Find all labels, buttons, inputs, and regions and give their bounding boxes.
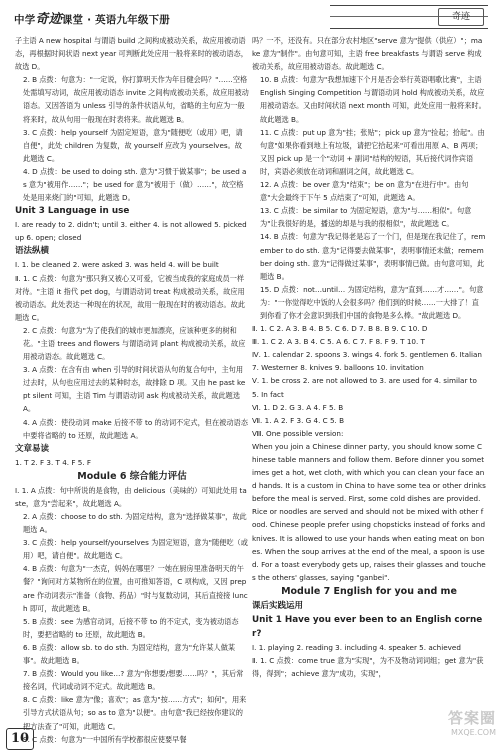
header-decoration: [330, 5, 488, 29]
answer-line: Ⅶ. 1. A 2. F 3. G 4. C 5. B: [252, 415, 345, 425]
answer-line: 8. C 点拨：like 意为"像；喜欢"；as 意为"按……方式"；如何"，用来引导方式状语从句；so as to 意为"以便"。由句意"我已经按你建议的把方法查了"可知，此题选 C。: [23, 695, 247, 731]
answer-line: 15. D 点拨：not…until… 为固定结构，意为"直到……才……"。句意为："一你觉得吃中饭的人会很多吗？他们到的时候……一大排了！直到你看了你才会意识到我们中国的食物是多么棒。"故此题选 D。: [260, 284, 484, 320]
left-column: [15, 34, 249, 746]
header-logo: 奇迹: [438, 8, 484, 26]
answer-line: 4. B 点拨：句意为"一杰克，妈妈在哪里？一她在厨房里准备明天的午餐？"询问对方某物所在的位置，由可推知答语，C 项构成，又因 prepare 作动词表示"准备（食物、药品）"时与复数动词，其后直接接 lunch 即可，故此题选 B。: [23, 564, 248, 613]
answer-line: 11. C 点拨：put up 意为"挂；张贴"；pick up 意为"捡起；拾起"。由句意"如果你看到地上有垃圾，请把它拾起来"可看出用原 A、B 两项；又因 pick up 是一个"动词 + 副词"结构的短语，其后接代词作宾语时，宾语必须放在动词和副词之间，故此题选 C。: [260, 127, 485, 176]
answer-line: Unit 3 Language in use: [15, 206, 130, 217]
page-number: 10: [6, 728, 34, 750]
answer-line: 文章易读: [15, 443, 50, 454]
answer-line: 3. A 点拨：在含有由 when 引导的时间状语从句的复合句中，主句用过去时，从句也应用过去的某种时态，故排除 D 项。又由 he past kept silent 可知，主语 Tim 与谓语动词 ask 构成被动关系，故此题选 A。: [23, 365, 246, 414]
answer-line: Ⅳ. 1. calendar 2. spoons 3. wings 4. fork 5. gentlemen 6. Italian 7. Westerner 8. knives 9. balloons 10. invitation: [252, 350, 482, 373]
answer-line: 10. B 点拨：句意为"我想加速下个月是否会举行英语唱歌比赛"，主语 English Singing Competition 与谓语动词 hold 构成被动关系，故应用被动语态。又由时间状语 next month 可知，此处应用一般将来时。故此题选 B。: [260, 75, 486, 124]
answer-line: Ⅰ. 1. A 点拨：句中所说的是食物，由 delicious（美味的）可知此处用 taste，意为"尝起来"，故此题选 A。: [15, 485, 247, 508]
header-prefix: 中学: [14, 14, 36, 26]
answer-line: Ⅰ. 1. playing 2. reading 3. including 4. speaker 5. achieved: [252, 642, 461, 652]
answer-line: Ⅷ. One possible version:: [252, 428, 344, 438]
answer-line: 7. B 点拨：Would you like…? 意为"你想要/想要……吗？"，其后常接名词，代词或动词不定式。故此题选 B。: [23, 669, 244, 692]
right-column: [252, 34, 486, 680]
answer-line: Module 7 English for you and me: [281, 585, 457, 597]
answer-line: 14. B 点拨：句意为"我记得老是忘了一个门，但是现在我记住了，remember to do sth. 意为"记得要去做某事"，表明事情还未做；remember doing sth. 意为"记得做过某事"，表明事情已做。由句意可知，此题选 B。: [260, 232, 486, 281]
answer-line: 3. C 点拨：help yourself 为固定短语，意为"随便吃（或用）吧，请自便"，此处 children 为复数，故 yourself 应改为 yourselves。故此题选 C。: [23, 127, 243, 163]
answer-line: 9. C 点拨：句意为"一中国所有学校都很应使要早餐: [23, 734, 187, 744]
answer-line: Ⅱ. 1. C 点拨：句意为"那只狗又被心又可爱，它被当成我的家庭成员一样对待。"主语 it 指代 pet dog，与谓语动词 treat 构成被动关系，故应用被动语态。此处表达一种现在的状况，故用一般现在时的被动语态。故此题选 C。: [15, 273, 246, 322]
answer-line: 子主语 A new hospital 与谓语 build 之间构成被动关系，故应用被动语态，再根据时间状语 next year 可判断此处应用一般将来时的被动语态，故选 D。: [15, 36, 248, 72]
answer-line: 6. B 点拨：allow sb. to do sth. 为固定结构，意为"允许某人做某事"。故此题选 B。: [23, 642, 236, 666]
answer-line: Ⅱ. 1. C 2. A 3. B 4. B 5. C 6. D 7. B 8. B 9. C 10. D: [252, 324, 428, 334]
answer-line: 3. C 点拨：help yourself/yourselves 为固定短语，意为"随便吃（或用）吧，请自便"。故此题选 C。: [23, 538, 248, 561]
answer-line: 语法纵横: [15, 246, 50, 257]
header-brand: 奇迹: [35, 12, 62, 27]
watermark-url: MXQE.COM: [450, 728, 496, 737]
answer-line: Ⅰ. 1. be cleaned 2. were asked 3. was held 4. will be built: [15, 260, 219, 270]
answer-line: Unit 1 Have you ever been to an English corner?: [252, 614, 483, 639]
header-title: [14, 8, 170, 27]
answer-line: Ⅰ. are ready to 2. didn't; until 3. either 4. is not allowed 5. picked up 6. open; closed: [15, 220, 247, 243]
answer-line: 吗？一不，还没有。只在部分农村地区"serve 意为"提供（供应）"；make 意为"制作"。由句意可知，主语 free breakfasts 与谓语 serve 构成被动关系，故应用被动语态。故此题选 C。: [252, 36, 483, 72]
answer-line: 2. B 点拨：句意为："一定说，你打算明天作为年目健会吗？"……空格处需填写动词，故应用被动语态 invite 之间构成被动关系，故应用被动语态。又因答语为 unless 引导的条件状语从句，省略的主句应为一般将来时，故从句用一般现在时表将来。故此题选 B。: [23, 75, 249, 124]
answer-line: 1. T 2. F 3. T 4. F 5. F: [15, 457, 92, 467]
answer-line: Ⅲ. 1. C 2. A 3. B 4. C 5. A 6. C 7. F 8. F 9. T 10. T: [252, 337, 425, 347]
answer-line: 2. C 点拨：句意为"为了使我们的城市更加漂亮，应该种更多的树和花。"主语 trees and flowers 与谓语动词 plant 构成被动关系，故应用被动语态。故此题选 C。: [23, 325, 246, 362]
answer-line: Ⅵ. 1. D 2. G 3. A 4. F 5. B: [252, 402, 344, 412]
answer-line: When you join a Chinese dinner party, you should know some Chinese table manners and follow them. Before dinner you sometimes get a hot, wet cloth, with which you can clean your face and hands. It is a custom in China to have some tea or other drinks before the meal is served. First, some cold dishes are provided. Rice or noodles are served and should not be mixed with other food. Chinese people prefer using chopsticks instead of forks and knives. It is allowed to use your hands when eating meat on bones. When the soup arrives at the end of the meal, a spoon is used. For a toast everybody gets up, raises their glasses and touches the others' glasses, saying "ganbei".: [252, 441, 486, 582]
answer-line: 4. D 点拨：be used to doing sth. 意为"习惯于做某事"；be used as 意为"被用作……"；be used for 意为"被用于（做）……"，故空格处是用来烧门的"可知，此题选 D。: [23, 166, 247, 203]
answer-line: Module 6 综合能力评估: [77, 470, 187, 482]
page-header: [0, 0, 500, 34]
answer-line: Ⅴ. 1. be cross 2. are not allowed to 3. are used for 4. similar to 5. In fact: [252, 376, 477, 399]
watermark-logo: 答案圈: [447, 709, 496, 727]
answer-line: 5. B 点拨：see 为感官动词，后接不带 to 的不定式，变为被动语态时，要把省略的 to 还原，故此题选 B。: [23, 616, 239, 639]
answer-line: 12. A 点拨：be over 意为"结束"；be on 意为"在进行中"。由句意"大会最终于下午 5 点结束了"可知，此题选 A。: [260, 180, 469, 203]
answer-line: 2. A 点拨：choose to do sth. 为固定结构，意为"选择做某事"，故此题选 A。: [23, 512, 247, 535]
answer-line: 课后实践运用: [252, 600, 304, 611]
watermark: [398, 709, 496, 750]
answer-line: 13. C 点拨：be similar to 为固定短语，意为"与……相似"。句意为"让我很好的是，播送的却是与我的很相似"，故此题选 C。: [260, 206, 472, 229]
header-title-rest: 课堂 · 英语九年级下册: [61, 14, 171, 26]
answer-line: Ⅱ. 1. C 点拨：come true 意为"实现"，为不及物动词词组；get 意为"获得，得到"；achieve 意为"成功，实现"，: [252, 656, 484, 679]
answer-line: 4. A 点拨：使役动词 make 后接不带 to 的动词不定式，但在被动语态中要将省略的 to 还原，故此题选 A。: [23, 417, 248, 440]
